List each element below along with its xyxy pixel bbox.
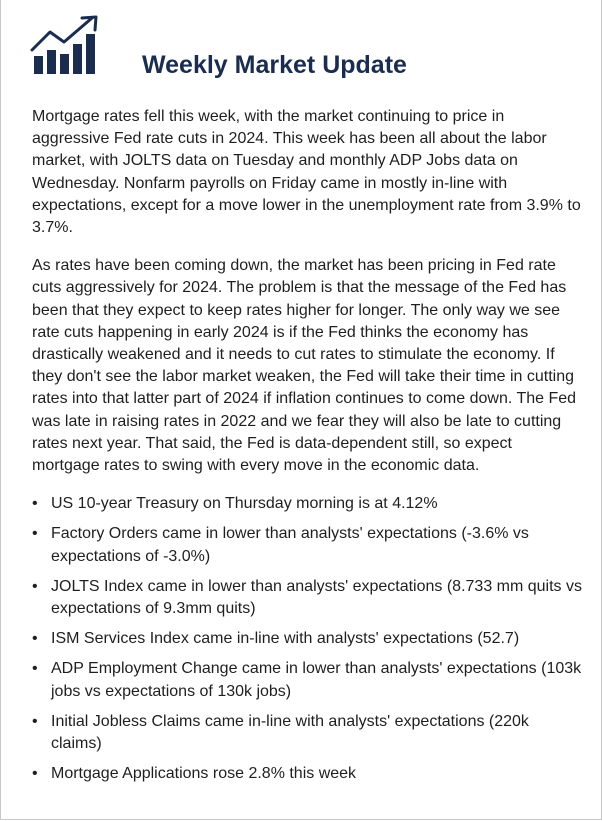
newsletter-header bbox=[30, 14, 590, 84]
bullet-icon: • bbox=[32, 712, 38, 730]
rising-bar-chart-icon bbox=[30, 14, 102, 76]
bullet-icon: • bbox=[32, 495, 38, 513]
list-item: • JOLTS Index came in lower than analysts' expectations (8.733 mm quits vs expectations of 9.3mm quits) bbox=[32, 577, 582, 618]
bullet-icon: • bbox=[32, 765, 38, 783]
intro-paragraph: Mortgage rates fell this week, with the market continuing to price in aggressive Fed rate cuts in 2024. This week has been all about the labor market, with JOLTS data on Tuesday and monthly ADP Jobs data on Wednesday. Nonfarm payrolls on Friday came in mostly in-line with expectations, except for a move lower in the unemployment rate from 3.9% to 3.7%. bbox=[32, 108, 581, 237]
bullet-icon: • bbox=[32, 660, 38, 678]
list-item: • ADP Employment Change came in lower than analysts' expectations (103k jobs vs expectations of 130k jobs) bbox=[32, 660, 582, 700]
list-item: • Mortgage Applications rose 2.8% this week bbox=[32, 763, 582, 785]
bullet-icon: • bbox=[32, 577, 38, 595]
newsletter-body bbox=[32, 106, 582, 793]
list-item: • US 10-year Treasury on Thursday morning is at 4.12% bbox=[32, 493, 582, 515]
list-item: • Factory Orders came in lower than analysts' expectations (-3.6% vs expectations of -3.0%) bbox=[32, 525, 529, 565]
analysis-paragraph: As rates have been coming down, the market has been pricing in Fed rate cuts aggressively for 2024. The problem is that the message of the Fed has been that they expect to keep rates higher for longer. The only way we see rate cuts happening in early 2024 is if the Fed thinks the economy has drastically weakened and it needs to cut rates to stimulate the economy. If they don't see the labor market weaken, the Fed will take their time in cutting rates into that latter part of 2024 if inflation continues to come down. The Fed was late in raising rates in 2022 and we fear they will also be late to cutting rates next year. That said, the Fed is data-dependent still, so expect mortgage rates to swing with every move in the economic data. bbox=[32, 257, 577, 475]
page-title: Weekly Market Update bbox=[142, 51, 407, 79]
list-item: • ISM Services Index came in-line with analysts' expectations (52.7) bbox=[32, 628, 582, 650]
bullet-icon: • bbox=[32, 630, 38, 648]
bullet-icon: • bbox=[32, 525, 38, 543]
list-item: • Initial Jobless Claims came in-line with analysts' expectations (220k claims) bbox=[32, 712, 529, 753]
economic-data-list bbox=[32, 493, 582, 785]
